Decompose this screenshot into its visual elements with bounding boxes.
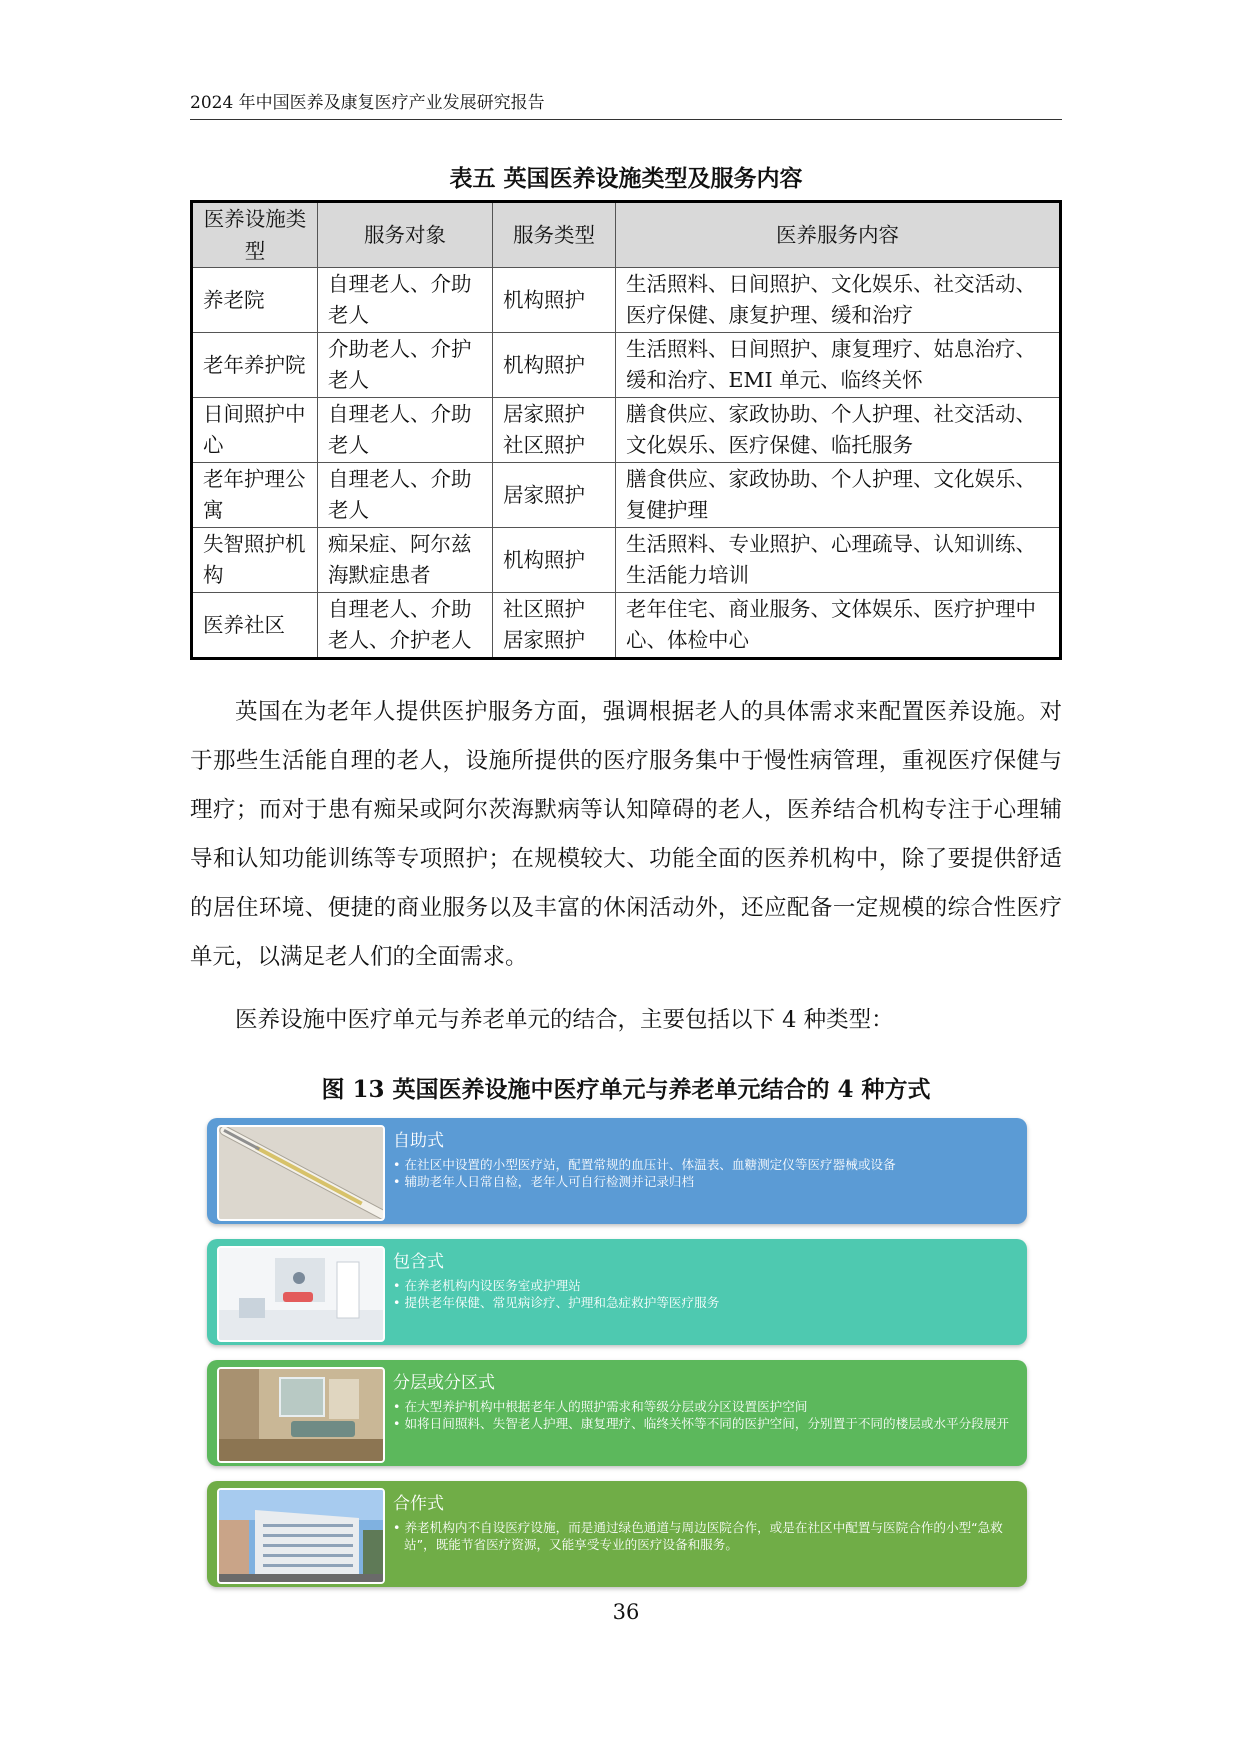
service-content-cell: 生活照料、日间照护、文化娱乐、社交活动、医疗保健、康复护理、缓和治疗: [616, 268, 1061, 333]
table-title: 表五 英国医养设施类型及服务内容: [449, 165, 803, 192]
target-cell: 自理老人、介助老人: [318, 398, 493, 463]
running-header: 2024 年中国医养及康复医疗产业发展研究报告: [190, 88, 1062, 120]
table-row: [192, 333, 1061, 398]
ward-room-photo: [217, 1367, 385, 1463]
facility-type-cell: 养老院: [192, 268, 318, 333]
facility-type-cell: 老年护理公寓: [192, 463, 318, 528]
column-header: 服务对象: [318, 202, 493, 268]
table-row: [192, 528, 1061, 593]
mode-card-self-help: [207, 1118, 1027, 1224]
facility-type-cell: 日间照护中心: [192, 398, 318, 463]
table-row: [192, 593, 1061, 659]
card-title: 合作式: [393, 1494, 444, 1514]
table-row: [192, 398, 1061, 463]
target-cell: 痴呆症、阿尔兹海默症患者: [318, 528, 493, 593]
mode-card-tiered: [207, 1360, 1027, 1466]
service-content-cell: 老年住宅、商业服务、文体娱乐、医疗护理中心、体检中心: [616, 593, 1061, 659]
column-header: 医养设施类型: [192, 202, 318, 268]
bullet-item: • 在养老机构内设医务室或护理站: [393, 1277, 1013, 1294]
card-title: 分层或分区式: [393, 1373, 495, 1393]
bullet-item: • 辅助老年人日常自检，老年人可自行检测并记录归档: [393, 1173, 1013, 1190]
target-cell: 介助老人、介护老人: [318, 333, 493, 398]
service-type-cell: 机构照护: [493, 333, 616, 398]
bullet-item: • 在大型养护机构中根据老年人的照护需求和等级分层或分区设置医护空间: [393, 1398, 1013, 1415]
body-paragraph: 医养设施中医疗单元与养老单元的结合，主要包括以下 4 种类型：: [235, 1007, 894, 1033]
hospital-building-photo: [217, 1488, 385, 1584]
figure-title: 图 13 英国医养设施中医疗单元与养老单元结合的 4 种方式: [321, 1076, 931, 1103]
page-number: 36: [612, 1600, 640, 1624]
service-content-cell: 膳食供应、家政协助、个人护理、社交活动、文化娱乐、医疗保健、临托服务: [616, 398, 1061, 463]
mode-card-inclusive: [207, 1239, 1027, 1345]
bullet-item: • 如将日间照料、失智老人护理、康复理疗、临终关怀等不同的医护空间，分别置于不同的楼层或水平分段展开: [393, 1415, 1013, 1432]
body-paragraph: 英国在为老年人提供医护服务方面，强调根据老人的具体需求来配置医养设施。对于那些生活能自理的老人，设施所提供的医疗服务集中于慢性病管理，重视医疗保健与理疗；而对于患有痴呆或阿尔茨海默病等认知障碍的老人，医养结合机构专注于心理辅导和认知功能训练等专项照护；在规模较大、功能全面的医养机构中，除了要提供舒适的居住环境、便捷的商业服务以及丰富的休闲活动外，还应配备一定规模的综合性医疗单元，以满足老人们的全面需求。: [190, 699, 1062, 970]
card-bullets: [393, 1398, 1013, 1432]
mode-card-cooperative: [207, 1481, 1027, 1587]
target-cell: 自理老人、介助老人: [318, 268, 493, 333]
service-type-cell: 机构照护: [493, 268, 616, 333]
facility-type-cell: 失智照护机构: [192, 528, 318, 593]
service-type-cell: 机构照护: [493, 528, 616, 593]
service-type-cell: 居家照护 社区照护: [493, 398, 616, 463]
bullet-item: • 养老机构内不自设医疗设施，而是通过绿色通道与周边医院合作，或是在社区中配置与医院合作的小型“急救站”，既能节省医疗资源，又能享受专业的医疗设备和服务。: [393, 1519, 1013, 1553]
service-type-cell: 居家照护: [493, 463, 616, 528]
service-content-cell: 膳食供应、家政协助、个人护理、文化娱乐、复健护理: [616, 463, 1061, 528]
facility-type-cell: 老年养护院: [192, 333, 318, 398]
card-bullets: [393, 1277, 1013, 1311]
card-bullets: [393, 1519, 1013, 1553]
table-row: [192, 268, 1061, 333]
card-title: 自助式: [393, 1131, 444, 1151]
clinic-room-photo: [217, 1246, 385, 1342]
bullet-item: • 在社区中设置的小型医疗站，配置常规的血压计、体温表、血糖测定仪等医疗器械或设备: [393, 1156, 1013, 1173]
service-type-cell: 社区照护 居家照护: [493, 593, 616, 659]
card-bullets: [393, 1156, 1013, 1190]
table-row: [192, 463, 1061, 528]
card-title: 包含式: [393, 1252, 444, 1272]
column-header: 服务类型: [493, 202, 616, 268]
target-cell: 自理老人、介助老人: [318, 463, 493, 528]
column-header: 医养服务内容: [616, 202, 1061, 268]
thermometer-photo: [217, 1125, 385, 1221]
target-cell: 自理老人、介助老人、介护老人: [318, 593, 493, 659]
facility-type-cell: 医养社区: [192, 593, 318, 659]
bullet-item: • 提供老年保健、常见病诊疗、护理和急症救护等医疗服务: [393, 1294, 1013, 1311]
facility-table: [190, 200, 1062, 660]
service-content-cell: 生活照料、专业照护、心理疏导、认知训练、生活能力培训: [616, 528, 1061, 593]
service-content-cell: 生活照料、日间照护、康复理疗、姑息治疗、缓和治疗、EMI 单元、临终关怀: [616, 333, 1061, 398]
table-header-row: [192, 202, 1061, 268]
